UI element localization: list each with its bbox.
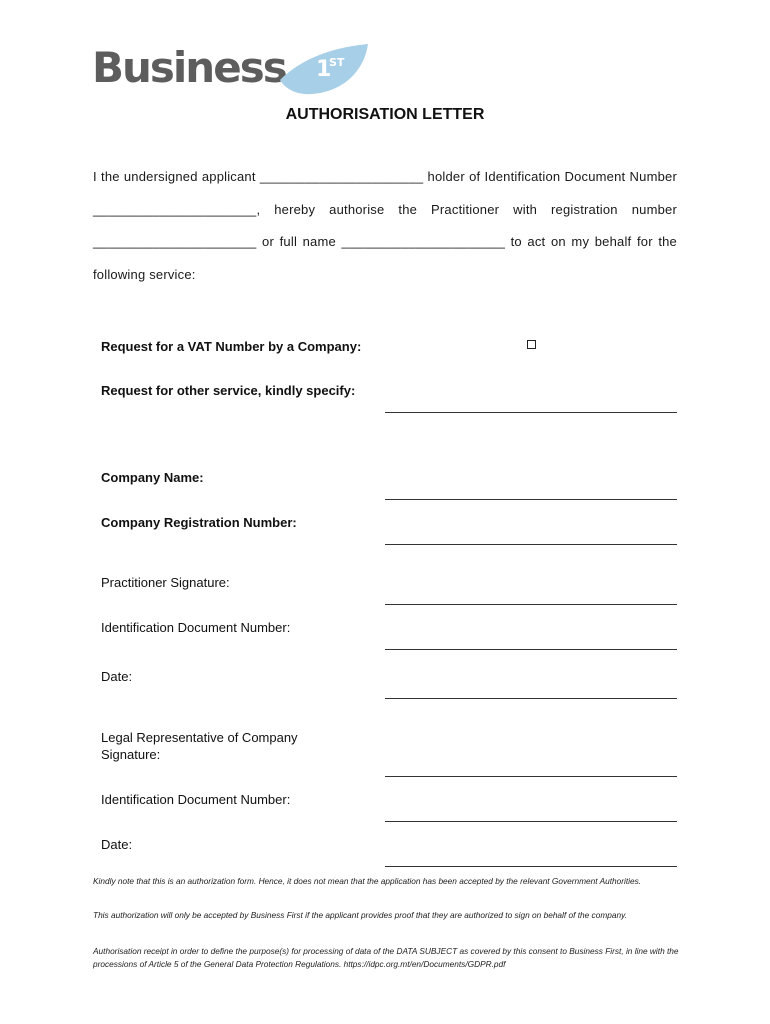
date-label-2: Date: [101,837,133,852]
id-doc-label-2: Identification Document Number: [101,792,291,807]
id-doc-line-2[interactable] [385,821,677,822]
company-reg-label: Company Registration Number: [101,515,297,530]
note-1: Kindly note that this is an authorization form. Hence, it does not mean that the application has been accepted by the relevant Government Authorities. [93,876,642,886]
date-line-2[interactable] [385,866,677,867]
intro-line-3: ______________________ or full name ______________________ to act on my behalf for the [93,234,677,249]
legal-rep-label-1: Legal Representative of Company [101,730,298,745]
vat-request-label: Request for a VAT Number by a Company: [101,339,362,354]
practitioner-signature-label: Practitioner Signature: [101,575,230,590]
vat-request-checkbox[interactable] [527,340,536,349]
logo-st: ST [329,56,345,69]
id-doc-line-1[interactable] [385,649,677,650]
logo-one: 1 [316,57,332,82]
intro-line-1: I the undersigned applicant ______________________ holder of Identification Document Number [93,169,677,184]
note-2: This authorization will only be accepted by Business First if the applicant provides proof that they are authorized to sign on behalf of the company. [93,910,627,920]
other-request-label: Request for other service, kindly specify: [101,383,356,398]
business-first-logo [92,42,372,98]
logo-leaf-icon [276,42,372,98]
note-3: Authorisation receipt in order to define the purpose(s) for processing of data of the DATA SUBJECT as covered by this consent to Business First, in line with the processions of Article 5 of the General Data Protection Regulations. https://idpc.org.mt/en/Documents/GDPR.pdf [93,946,679,969]
intro-line-2: ______________________, hereby authorise the Practitioner with registration number [93,202,677,217]
intro-line-4: following service: [93,267,196,282]
company-reg-line[interactable] [385,544,677,545]
id-doc-label-1: Identification Document Number: [101,620,291,635]
page-title: AUTHORISATION LETTER [285,106,485,123]
logo-wordmark: Business [92,43,286,92]
company-name-line[interactable] [385,499,677,500]
practitioner-signature-line[interactable] [385,604,677,605]
company-name-label: Company Name: [101,470,204,485]
date-label-1: Date: [101,669,133,684]
legal-rep-signature-line[interactable] [385,776,677,777]
date-line-1[interactable] [385,698,677,699]
other-request-line[interactable] [385,412,677,413]
legal-rep-label-2: Signature: [101,747,161,762]
